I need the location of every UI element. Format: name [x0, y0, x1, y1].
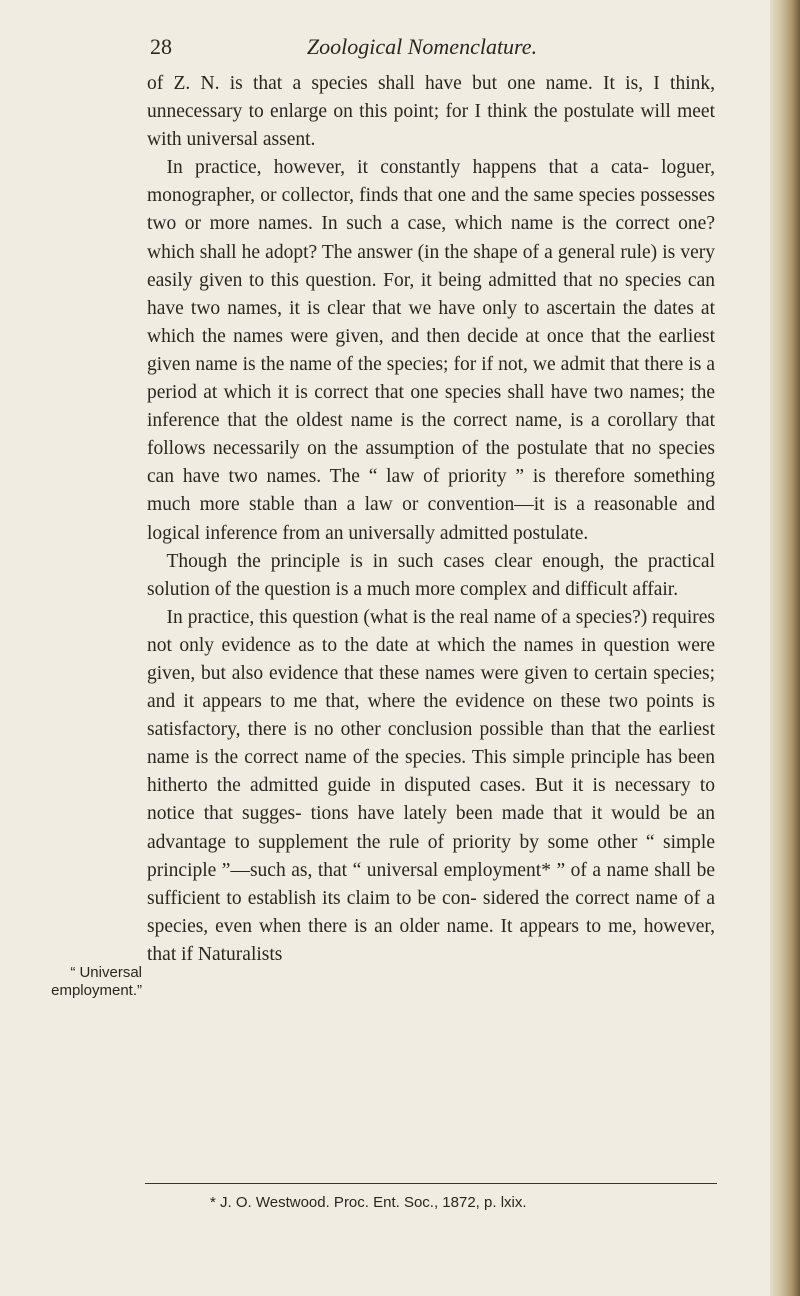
paragraph-1: of Z. N. is that a species shall have but one name. It is, I think, unnecessary to enlarge on this point; for I think the postulate will meet with universal assent. — [147, 73, 715, 151]
paragraph-4: In practice, this question (what is the real name of a species?) requires not only evidence as to the date at which the names in question were given, but also evidence that these names were given to certain species; and it appears to me that, where the evidence on these two points is satisfactory, there is no other conclusion possible than that the earliest name is the correct name of the species. This simple principle has been hitherto the admitted guide in disputed cases. But it is necessary to notice that sugges- tions have lately been made that it would be an advantage to supplement the rule of priority by some other “ simple principle ”—such as, that “ universal employment* ” of a name shall be sufficient to establish its claim to be con- sidered the correct name of a species, even when there is an older name. It appears to me, however, that if Naturalists — [147, 606, 715, 965]
paragraph-2: In practice, however, it constantly happens that a cata- loguer, monographer, or collector, finds that one and the same species possesses two or more names. In such a case, which name is the correct one? which shall he adopt? The answer (in the shape of a general rule) is very easily given to this question. For, it being admitted that no species can have two names, it is clear that we have only to ascertain the dates at which the names were given, and then decide at once that the earliest given name is the name of the species; for if not, we admit that there is a period at which it is correct that one species shall have two names; the inference that the oldest name is the correct name, is a corollary that follows necessarily on the assumption of the postulate that no species can have two names. The “ law of priority ” is therefore something much more stable than a law or convention—it is a reasonable and logical inference from an universally admitted postulate. — [147, 157, 715, 544]
running-title: Zoological Nomenclature. — [306, 34, 538, 59]
margin-note: “ Universal employment.” — [51, 964, 142, 999]
running-head — [122, 28, 722, 64]
paragraph-3: Though the principle is in such cases clear enough, the practical solution of the question is a much more complex and difficult affair. — [147, 550, 715, 600]
page-number: 28 — [150, 34, 172, 59]
footnote: * J. O. Westwood. Proc. Ent. Soc., 1872, p. lxix. — [210, 1194, 527, 1211]
page-edge-shadow — [770, 0, 800, 1296]
footnote-rule — [145, 1183, 717, 1184]
body-text — [147, 70, 715, 969]
